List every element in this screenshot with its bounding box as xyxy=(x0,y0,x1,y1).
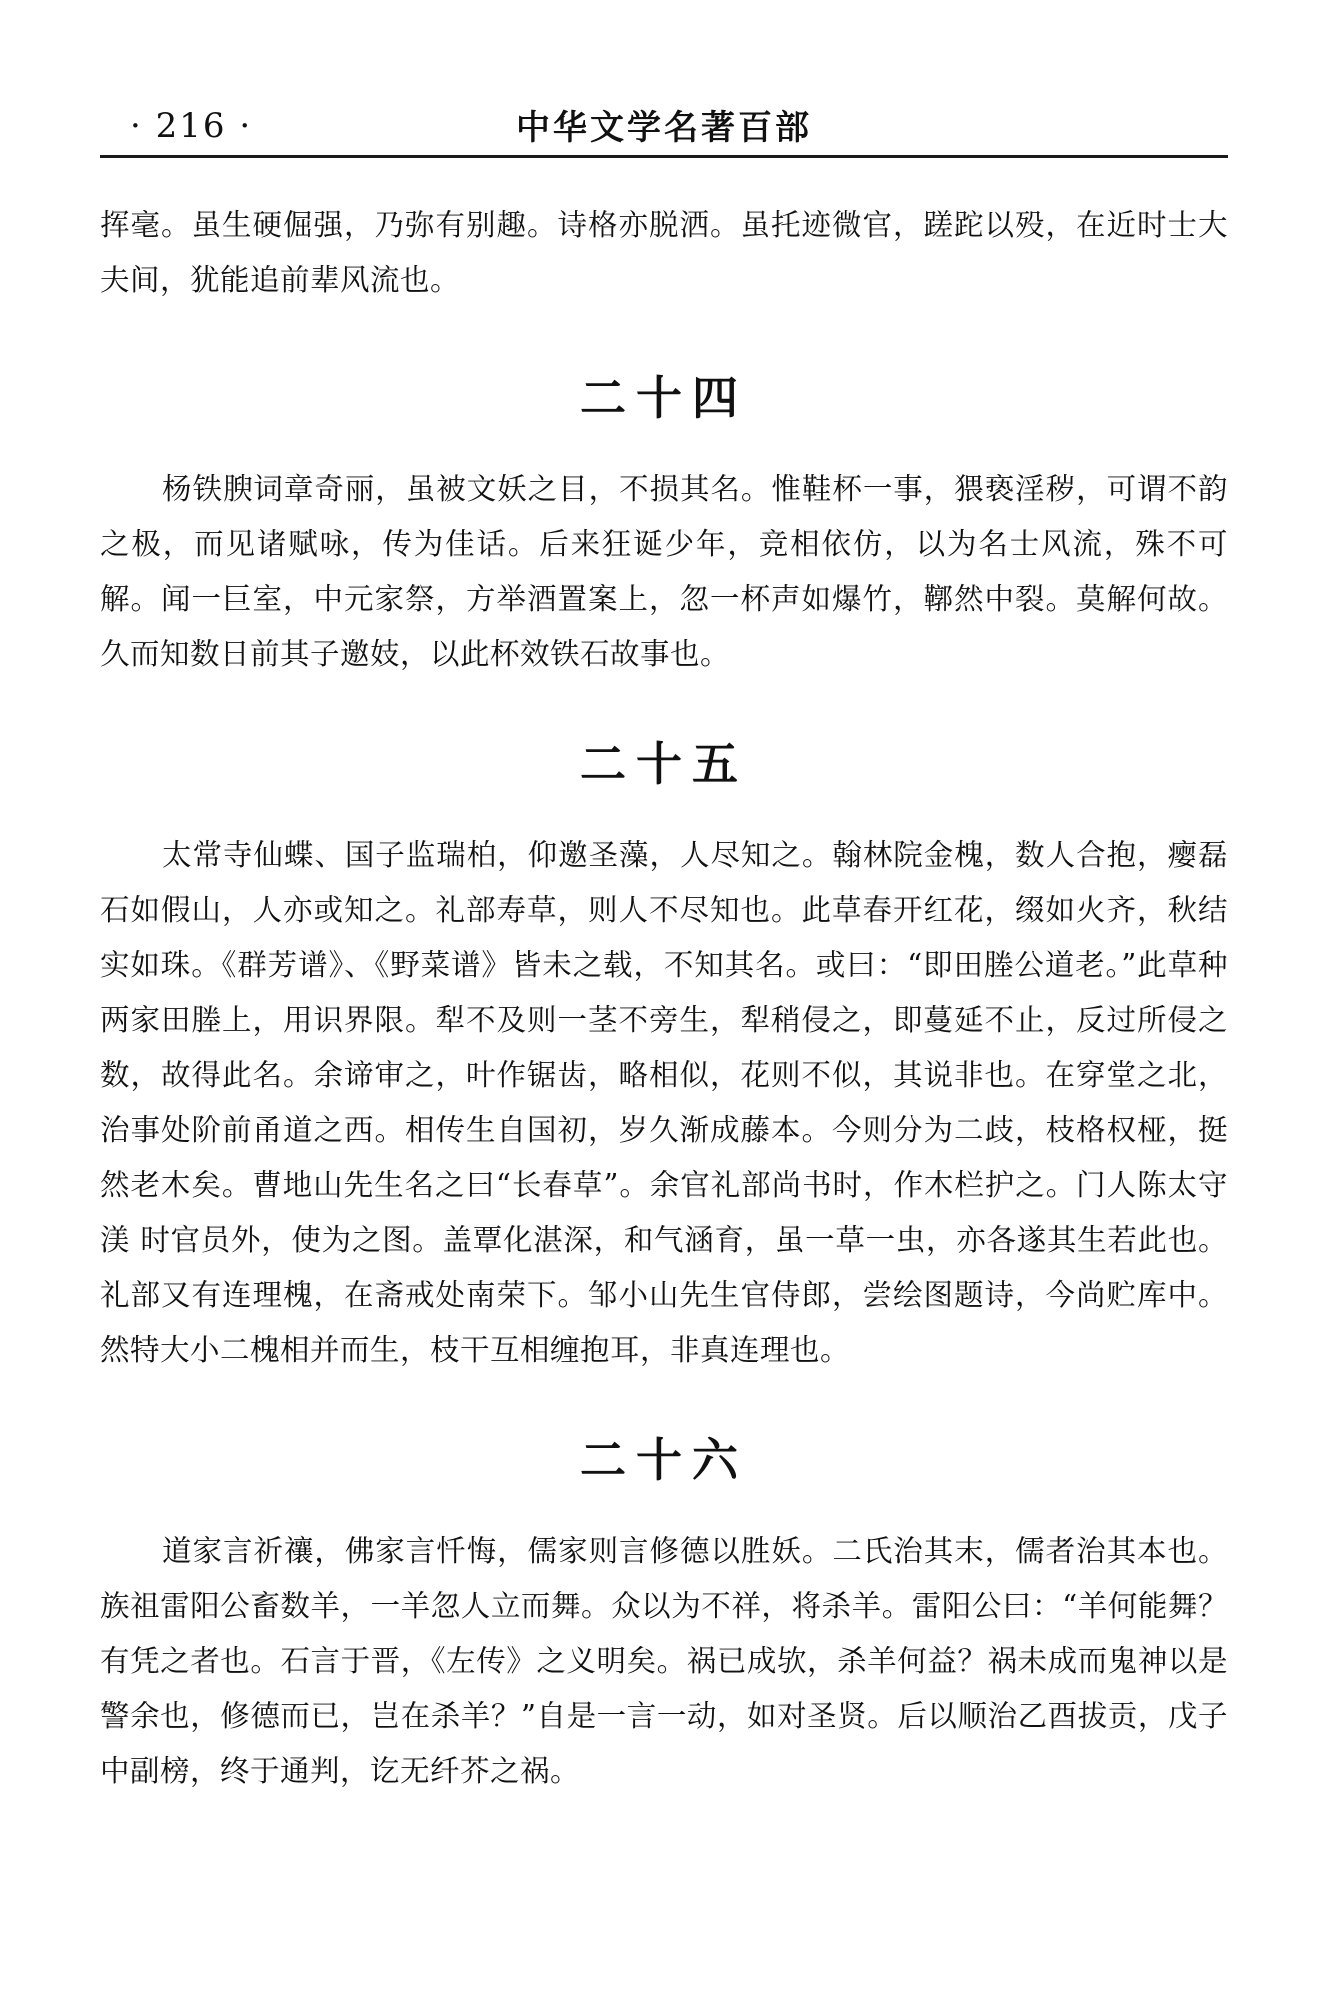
page-number: · 216 · xyxy=(130,106,253,146)
opening-paragraph: 挥毫。虽生硬倔强，乃弥有别趣。诗格亦脱洒。虽托迹微官，蹉跎以殁，在近时士大夫间，犹能追前辈风流也。 xyxy=(100,208,1228,297)
section-paragraph-24: 杨铁腴词章奇丽，虽被文妖之目，不损其名。惟鞋杯一事，猥亵淫秽，可谓不韵之极，而见诸赋咏，传为佳话。后来狂诞少年，竞相依仿，以为名士风流，殊不可解。闻一巨室，中元家祭，方举酒置案上，忽一杯声如爆竹，鞹然中裂。莫解何故。久而知数日前其子邀妓，以此杯效铁石故事也。 xyxy=(100,472,1228,671)
section-paragraph-25: 太常寺仙蝶、国子监瑞柏，仰邀圣藻，人尽知之。翰林院金槐，数人合抱，瘿磊石如假山，人亦或知之。礼部寿草，则人不尽知也。此草春开红花，缀如火齐，秋结实如珠。《群芳谱》、《野菜谱》皆未之载，不知其名。或曰：“即田塍公道老。”此草种两家田塍上，用识界限。犁不及则一茎不旁生，犁稍侵之，即蔓延不止，反过所侵之数，故得此名。余谛审之，叶作锯齿，略相似，花则不似，其说非也。在穿堂之北，治事处阶前甬道之西。相传生自国初，岁久渐成藤本。今则分为二歧，枝格权桠，挺然老木矣。曹地山先生名之曰“长春草”。余官礼部尚书时，作木栏护之。门人陈太守渼 时官员外，使为之图。盖覃化湛深，和气涵育，虽一草一虫，亦各遂其生若此也。礼部又有连理槐，在斋戒处南荣下。邹小山先生官侍郎，尝绘图题诗，今尚贮库中。然特大小二槐相并而生，枝干互相缠抱耳，非真连理也。 xyxy=(100,838,1228,1367)
header-divider xyxy=(100,155,1228,158)
section-paragraph-26: 道家言祈禳，佛家言忏悔，儒家则言修德以胜妖。二氏治其末，儒者治其本也。族祖雷阳公畜数羊，一羊忽人立而舞。众以为不祥，将杀羊。雷阳公曰：“羊何能舞？有凭之者也。石言于晋，《左传》之义明矣。祸已成欤，杀羊何益？祸未成而鬼神以是警余也，修德而已，岂在杀羊？”自是一言一动，如对圣贤。后以顺治乙酉拔贡，戊子中副榜，终于通判，讫无纤芥之祸。 xyxy=(100,1534,1228,1788)
page-content xyxy=(100,96,1228,1799)
book-title: 中华文学名著百部 xyxy=(516,108,812,148)
section-heading-26: 二十六 xyxy=(580,1433,748,1487)
section-heading-25: 二十五 xyxy=(580,737,748,791)
page-header xyxy=(100,96,1228,158)
section-heading-24: 二十四 xyxy=(580,371,748,425)
